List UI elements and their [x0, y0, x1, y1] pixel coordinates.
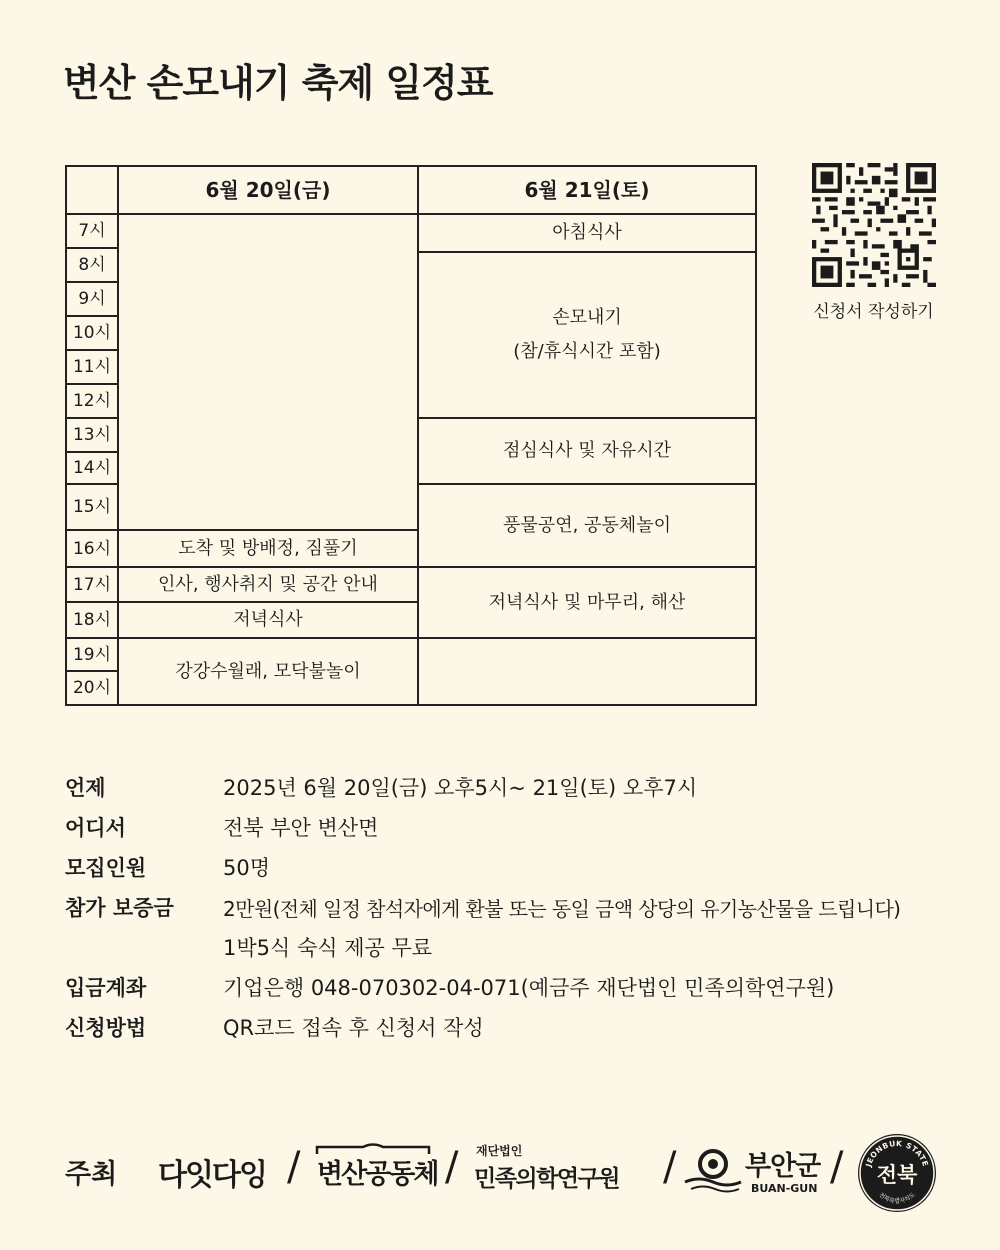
day1-header: 6월 20일(금) [119, 167, 419, 215]
separator: / [663, 1144, 677, 1190]
info-value: 기업은행 048-070302-04-071(예금주 재단법인 민족의학연구원) [223, 976, 835, 1000]
info-value: 전북 부안 변산면 [223, 816, 379, 840]
day1-event: 인사, 행사취지 및 공간 안내 [119, 568, 419, 603]
hour-cell: 20시 [67, 672, 119, 704]
hour-cell: 12시 [67, 385, 119, 419]
logo-byeonsan-community: 변산공동체 [317, 1159, 438, 1190]
hour-cell: 11시 [67, 351, 119, 385]
hour-cell: 19시 [67, 639, 119, 672]
info-key: 참가 보증금 [65, 896, 174, 920]
logo-foundation-tag: 재단법인 [476, 1144, 523, 1158]
buan-gun-emblem-icon [683, 1146, 743, 1194]
logo-daitdaing: 다잇다잉 [158, 1158, 266, 1193]
day2-empty-block [419, 639, 755, 704]
host-label: 주최 [65, 1159, 118, 1190]
info-row-capacity [65, 847, 965, 887]
host-section [65, 1138, 945, 1208]
jeonbuk-seal-icon [858, 1134, 936, 1212]
logo-buan-gun-en: BUAN-GUN [751, 1182, 818, 1195]
separator: / [287, 1144, 301, 1190]
info-value: 2만원(전체 일정 참석자에게 환불 또는 동일 금액 상당의 유기농산물을 드립니다) [223, 896, 901, 921]
hour-cell: 14시 [67, 453, 119, 485]
mountain-icon [315, 1142, 433, 1156]
info-key: 신청방법 [65, 1016, 147, 1040]
day1-empty-block [119, 215, 419, 531]
seal-bottom-text: 전북특별자치도 [877, 1191, 917, 1205]
hour-cell: 8시 [67, 249, 119, 283]
day1-event: 도착 및 방배정, 짐풀기 [119, 531, 419, 568]
day2-event: 풍물공연, 공동체놀이 [419, 485, 755, 568]
schedule-table [65, 165, 757, 706]
qr-code-icon[interactable] [812, 163, 936, 287]
info-key: 언제 [65, 776, 106, 800]
day2-event: 아침식사 [419, 215, 755, 253]
logo-minjok-medicine: 민족의학연구원 [474, 1166, 620, 1192]
hour-cell: 15시 [67, 485, 119, 531]
info-row-deposit-note [65, 927, 965, 967]
info-value: QR코드 접속 후 신청서 작성 [223, 1016, 484, 1040]
day2-event: 점심식사 및 자유시간 [419, 419, 755, 485]
day2-event-note: (참/휴식시간 포함) [513, 341, 661, 362]
hour-cell: 10시 [67, 317, 119, 351]
corner-cell [67, 167, 119, 215]
seal-main-text: 전북 [876, 1163, 918, 1187]
info-row-account [65, 967, 965, 1007]
info-key: 입금계좌 [65, 976, 147, 1000]
day1-event: 저녁식사 [119, 603, 419, 639]
info-key: 어디서 [65, 816, 126, 840]
info-value: 50명 [223, 856, 271, 880]
info-row-where [65, 807, 965, 847]
info-row-when [65, 767, 965, 807]
seal-top-text: JEONBUK STATE [863, 1138, 931, 1168]
day2-event: 저녁식사 및 마무리, 해산 [419, 568, 755, 639]
info-row-deposit [65, 887, 965, 927]
hour-cell: 7시 [67, 215, 119, 249]
hour-cell: 17시 [67, 568, 119, 603]
svg-text:전북특별자치도 [877, 1191, 916, 1205]
day2-header: 6월 21일(토) [419, 167, 755, 215]
logo-buan-gun: 부안군 [745, 1151, 821, 1182]
event-info [65, 767, 965, 1047]
day2-event-block [419, 253, 755, 419]
info-value: 2025년 6월 20일(금) 오후5시~ 21일(토) 오후7시 [223, 776, 698, 800]
hour-cell: 16시 [67, 531, 119, 568]
hour-cell: 18시 [67, 603, 119, 639]
day2-event: 손모내기 [552, 307, 622, 328]
page-title: 변산 손모내기 축제 일정표 [63, 61, 493, 105]
separator: / [445, 1144, 459, 1190]
info-value: 1박5식 숙식 제공 무료 [223, 936, 433, 960]
separator: / [830, 1144, 844, 1190]
hour-cell: 9시 [67, 283, 119, 317]
hour-cell: 13시 [67, 419, 119, 453]
day1-event: 강강수월래, 모닥불놀이 [119, 639, 419, 704]
info-key: 모집인원 [65, 856, 147, 880]
info-row-apply [65, 1007, 965, 1047]
qr-label: 신청서 작성하기 [813, 302, 934, 322]
qr-block [806, 163, 941, 322]
